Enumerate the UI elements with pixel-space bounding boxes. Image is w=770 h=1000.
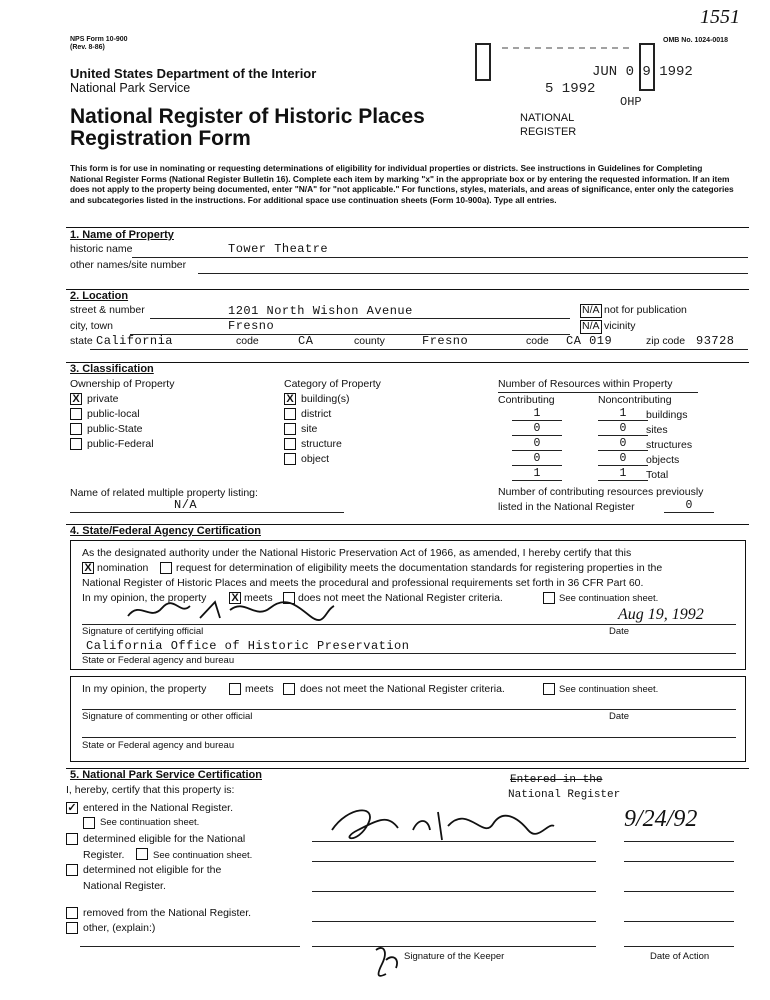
opinion2-meets-checkbox[interactable] <box>229 683 241 695</box>
resource-total-contributing[interactable]: 1 <box>512 467 562 481</box>
resource-buildings-contributing[interactable]: 1 <box>512 407 562 421</box>
previously-listed-value[interactable]: 0 <box>664 499 714 513</box>
ownership-public-federal-checkbox[interactable] <box>70 438 82 450</box>
category-structure-label: structure <box>301 438 342 450</box>
stamp-second-date: 5 1992 <box>545 81 596 97</box>
vicinity-label: vicinity <box>604 320 636 332</box>
category-district-checkbox[interactable] <box>284 408 296 420</box>
ownership-private-checkbox[interactable]: X <box>70 393 82 405</box>
category-site-checkbox[interactable] <box>284 423 296 435</box>
see-continuation-checkbox[interactable] <box>543 592 555 604</box>
resources-heading: Number of Resources within Property <box>498 378 673 390</box>
resource-objects-contributing[interactable]: 0 <box>512 452 562 466</box>
category-object-checkbox[interactable] <box>284 453 296 465</box>
signed-date: Aug 19, 1992 <box>618 606 704 623</box>
county-code-value[interactable]: CA 019 <box>566 334 613 348</box>
section2-heading: 2. Location <box>70 290 129 302</box>
county-code-label: code <box>526 335 549 347</box>
category-building-label: building(s) <box>301 393 350 405</box>
certifying-official-signature <box>120 596 340 624</box>
other-names-label: other names/site number <box>70 259 187 271</box>
department-name: United States Department of the Interior <box>70 66 317 81</box>
request-checkbox[interactable] <box>160 562 172 574</box>
eligible-see-label: See continuation sheet. <box>153 850 253 861</box>
agency2-label: State or Federal agency and bureau <box>82 740 235 751</box>
eligible-see-checkbox[interactable] <box>136 848 148 860</box>
eligible-checkbox[interactable] <box>66 833 78 845</box>
omb-number: OMB No. 1024-0018 <box>663 37 728 44</box>
not-for-publication-label: not for publication <box>604 304 687 316</box>
date-label: Date <box>609 626 630 637</box>
date2-label: Date <box>609 711 630 722</box>
action-date: 9/24/92 <box>624 806 698 832</box>
ownership-private-label: private <box>87 393 119 405</box>
eligible-label-2: Register. <box>83 849 125 861</box>
ownership-public-local-checkbox[interactable] <box>70 408 82 420</box>
resource-structures-contributing[interactable]: 0 <box>512 437 562 451</box>
cert-line-2: request for determination of eligibility meets the documentation standards for registering properties in the <box>176 562 663 574</box>
cert-line-1: As the designated authority under the National Historic Preservation Act of 1966, as amended, I hereby certify that this <box>82 547 632 559</box>
resource-sites-contributing[interactable]: 0 <box>512 422 562 436</box>
stamp-office: OHP <box>620 95 642 109</box>
agency-label: State or Federal agency and bureau <box>82 655 235 666</box>
certify-line: I, hereby, certify that this property is: <box>66 784 235 796</box>
resource-objects-noncontributing[interactable]: 0 <box>598 452 648 466</box>
opinion2-see-label: See continuation sheet. <box>559 684 659 695</box>
related-listing-value[interactable]: N/A <box>174 498 198 512</box>
section5-heading: 5. National Park Service Certification <box>70 769 262 781</box>
commenting-signature-label: Signature of commenting or other official <box>82 711 253 722</box>
noncontributing-label: Noncontributing <box>598 394 672 406</box>
signature-label: Signature of certifying official <box>82 626 204 637</box>
not-eligible-label-2: National Register. <box>83 880 166 892</box>
ownership-heading: Ownership of Property <box>70 378 175 390</box>
section4-heading: 4. State/Federal Agency Certification <box>70 525 261 537</box>
resource-sites-label: sites <box>646 424 668 436</box>
zip-label: zip code <box>646 335 686 347</box>
agency-value[interactable]: California Office of Historic Preservation <box>86 639 410 653</box>
meets-checkbox[interactable]: X <box>229 592 241 604</box>
opinion2-does-not-meet-label: does not meet the National Register criteria. <box>300 683 505 695</box>
service-name: National Park Service <box>70 81 191 95</box>
opinion2-does-not-meet-checkbox[interactable] <box>283 683 295 695</box>
resource-sites-noncontributing[interactable]: 0 <box>598 422 648 436</box>
resource-total-label: Total <box>646 469 669 481</box>
not-eligible-checkbox[interactable] <box>66 864 78 876</box>
entered-label: entered in the National Register. <box>83 802 234 814</box>
county-value[interactable]: Fresno <box>422 334 469 348</box>
action-label: Date of Action <box>650 951 710 962</box>
entered-stamp-line2: National Register <box>508 789 621 801</box>
state-value[interactable]: California <box>96 334 174 348</box>
section1-heading: 1. Name of Property <box>70 229 174 241</box>
category-building-checkbox[interactable]: X <box>284 393 296 405</box>
resource-structures-label: structures <box>646 439 693 451</box>
category-structure-checkbox[interactable] <box>284 438 296 450</box>
corner-note: 1551 <box>700 6 740 28</box>
other-label: other, (explain:) <box>83 922 156 934</box>
contributing-label: Contributing <box>498 394 555 406</box>
form-number: NPS Form 10-900 <box>70 36 128 43</box>
ownership-public-federal-label: public-Federal <box>87 438 154 450</box>
see-continuation-label: See continuation sheet. <box>559 593 659 604</box>
meets-label: meets <box>244 592 273 604</box>
historic-name-value[interactable]: Tower Theatre <box>228 242 329 256</box>
form-title-line1: National Register of Historic Places <box>70 105 425 128</box>
resource-objects-label: objects <box>646 454 680 466</box>
does-not-meet-label: does not meet the National Register criteria. <box>298 592 503 604</box>
removed-checkbox[interactable] <box>66 907 78 919</box>
section3-heading: 3. Classification <box>70 363 154 375</box>
removed-label: removed from the National Register. <box>83 907 252 919</box>
category-site-label: site <box>301 423 318 435</box>
entered-stamp-line1: Entered in the <box>510 774 603 786</box>
state-code-value[interactable]: CA <box>298 334 314 348</box>
related-listing-label: Name of related multiple property listing: <box>70 487 258 499</box>
county-label: county <box>354 335 385 347</box>
entered-checkbox[interactable]: ✓ <box>67 802 77 814</box>
entered-see-checkbox[interactable] <box>83 817 95 829</box>
zip-value[interactable]: 93728 <box>696 334 735 348</box>
not-eligible-label: determined not eligible for the <box>83 864 222 876</box>
resource-buildings-label: buildings <box>646 409 688 421</box>
historic-name-label: historic name <box>70 243 133 255</box>
nomination-label: nomination <box>97 562 149 574</box>
opinion2-meets-label: meets <box>245 683 274 695</box>
category-district-label: district <box>301 408 332 420</box>
not-for-publication-mark[interactable]: N/A <box>582 304 600 316</box>
state-code-label: code <box>236 335 259 347</box>
opinion2-prefix: In my opinion, the property <box>82 683 207 695</box>
category-heading: Category of Property <box>284 378 381 390</box>
stamp-received-date: JUN 0 9 1992 <box>592 64 693 80</box>
street-label: street & number <box>70 304 145 316</box>
other-checkbox[interactable] <box>66 922 78 934</box>
cert-line-3: National Register of Historic Places and meets the procedural and professional requirements set forth in 36 CFR Part 60. <box>82 577 644 589</box>
vicinity-mark[interactable]: N/A <box>582 320 600 332</box>
form-revision: (Rev. 8-86) <box>70 44 105 51</box>
city-value[interactable]: Fresno <box>228 319 275 333</box>
resource-total-noncontributing[interactable]: 1 <box>598 467 648 481</box>
form-title-line2: Registration Form <box>70 127 251 150</box>
previously-listed-label-1: Number of contributing resources previously <box>498 486 704 498</box>
previously-listed-label-2: listed in the National Register <box>498 501 635 513</box>
resource-buildings-noncontributing[interactable]: 1 <box>598 407 648 421</box>
category-object-label: object <box>301 453 330 465</box>
opinion-prefix: In my opinion, the property <box>82 592 207 604</box>
ownership-public-state-label: public-State <box>87 423 143 435</box>
opinion2-see-checkbox[interactable] <box>543 683 555 695</box>
ownership-public-state-checkbox[interactable] <box>70 423 82 435</box>
street-value[interactable]: 1201 North Wishon Avenue <box>228 304 413 318</box>
keeper-label: Signature of the Keeper <box>404 951 505 962</box>
city-label: city, town <box>70 320 113 332</box>
resource-structures-noncontributing[interactable]: 0 <box>598 437 648 451</box>
ownership-public-local-label: public-local <box>87 408 140 420</box>
eligible-label: determined eligible for the National <box>83 833 246 845</box>
stamp-national-register: NATIONAL REGISTER <box>520 112 577 138</box>
state-label: state <box>70 335 93 347</box>
entered-see-label: See continuation sheet. <box>100 817 200 828</box>
nomination-checkbox[interactable]: X <box>82 562 94 574</box>
intro-text: This form is for use in nominating or requesting determinations of eligibility for individual properties or districts. See instructions in Guidelines for Completing National Register Forms (National Register Bulletin 16). Complete each item by marking "x" in the appropriate box or by entering the requested information. If an item does not apply to the property being documented, enter "N/A" for "not applicable." For functions, styles, materials, and areas of significance, enter only the categories and subcategories listed in the instructions. For additional space use continuation sheets (Form 10-900a). Type all entries. <box>70 163 734 205</box>
